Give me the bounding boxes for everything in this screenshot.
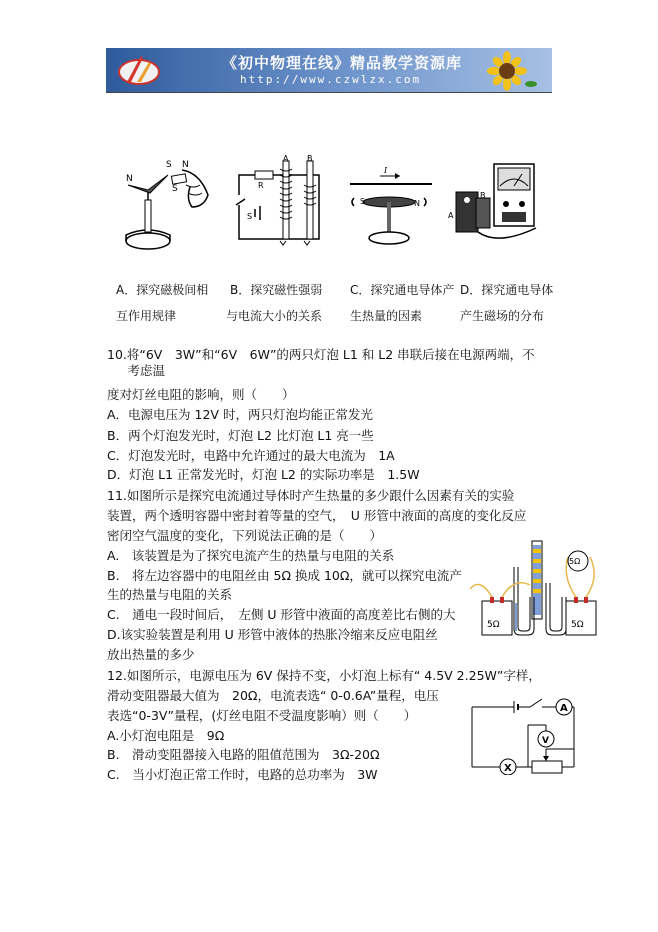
label-switch-s: S [247,212,253,221]
figure-d-heat-boxes-meter [448,158,548,248]
label-extra-resistor: 5Ω [569,557,581,566]
q12-stem-line3: 表选“0-3V”量程，(灯丝电阻不受温度影响）则（ ） [107,708,417,723]
sunflower-icon [477,50,537,92]
label-coil-a: A [283,155,289,163]
q9-option-d-line2: 产生磁场的分布 [460,309,545,323]
q9-option-a-line1: A．探究磁极间相 [116,283,209,297]
q10-option-b: B．两个灯泡发光时，灯泡 L2 比灯泡 L1 亮一些 [107,428,374,443]
q10-stem-line1: 10.将“6V 3W”和“6V 6W”的两只灯泡 L1 和 L2 串联后接在电源两端，不 [107,347,535,362]
q9-option-b-line2: 与电流大小的关系 [226,309,323,323]
figure-c-current-wire [342,162,437,252]
q12-circuit-diagram-figure [470,693,580,775]
q9-option-b-line1: B．探究磁性强弱 [230,283,323,297]
q11-stem-line3: 密闭空气温度的变化，下列说法正确的是（ ） [107,528,383,543]
q11-stem-line2: 装置，两个透明容器中密封着等量的空气， U 形管中液面的高度的变化反应 [107,508,527,523]
q11-option-b-line1: B. 将左边容器中的电阻丝由 5Ω 换成 10Ω，就可以探究电流产 [107,568,462,583]
q11-option-a: A. 该装置是为了探究电流产生的热量与电阻的关系 [107,548,395,563]
q11-option-d-line1: D.该实验装置是利用 U 形管中液体的热胀冷缩来反应电阻丝 [107,627,438,642]
q10-option-a: A．电源电压为 12V 时，两只灯泡均能正常发光 [107,407,373,422]
q10-option-c: C．灯泡发光时，电路中允许通过的最大电流为 1A [107,448,395,463]
q11-option-d-line2: 放出热量的多少 [107,647,195,662]
figure-a-compass-magnet [120,155,215,255]
label-magnet-s: S [172,184,178,194]
label-disk-n: N [414,199,420,208]
q10-stem-line2: 考虑温 [115,363,166,378]
q9-option-d-line1: D．探究通电导体 [460,283,554,297]
q10-option-d: D．灯泡 L1 正常发光时，灯泡 L2 的实际功率是 1.5W [107,467,420,482]
header-divider [106,92,552,93]
q12-option-c: C. 当小灯泡正常工作时，电路的总功率为 3W [107,767,378,782]
q12-stem-line2: 滑动变阻器最大值为 20Ω，电流表选“ 0-0.6A”量程，电压 [107,688,439,703]
q10-stem-line3: 度对灯丝电阻的影响，则（ ） [107,387,295,402]
q11-u-tube-apparatus-figure [470,537,620,647]
q12-option-b: B. 滑动变阻器接入电路的阻值范围为 3Ω-20Ω [107,747,380,762]
label-lamp: X [504,763,512,774]
label-box-a: A [448,211,454,220]
q11-option-c: C. 通电一段时间后， 左侧 U 形管中液面的高度差比右侧的大 [107,607,456,622]
header-title: 《初中物理在线》精品教学资源库 [222,54,463,72]
site-logo-icon [117,52,161,88]
label-left-resistor: 5Ω [487,620,500,630]
figure-b-electromagnets [233,155,328,250]
q9-option-c-line2: 生热量的因素 [350,309,423,323]
q12-stem-line1: 12.如图所示，电源电压为 6V 保持不变，小灯泡上标有“ 4.5V 2.25W”字样， [107,668,541,683]
label-magnet-n: N [182,160,189,170]
label-resistor-r: R [258,181,264,190]
label-box-b: B [480,191,486,200]
label-voltmeter: V [542,736,549,746]
label-coil-b: B [307,155,313,163]
label-ammeter: A [560,703,568,714]
label-disk-s: S [360,197,366,206]
label-compass-s: S [166,160,172,170]
q11-stem-line1: 11.如图所示是探究电流通过导体时产生热量的多少跟什么因素有关的实验 [107,488,515,503]
q9-option-c-line1: C．探究通电导体产 [350,283,455,297]
q12-option-a: A.小灯泡电阻是 9Ω [107,728,225,743]
q11-option-b-line2: 生的热量与电阻的关系 [107,587,233,602]
label-right-resistor: 5Ω [571,620,584,630]
label-compass-n: N [126,174,133,184]
q9-option-a-line2: 互作用规律 [116,309,177,323]
label-current-i: I [384,166,388,175]
header-url[interactable]: http://www.czwlzx.com [240,73,422,86]
